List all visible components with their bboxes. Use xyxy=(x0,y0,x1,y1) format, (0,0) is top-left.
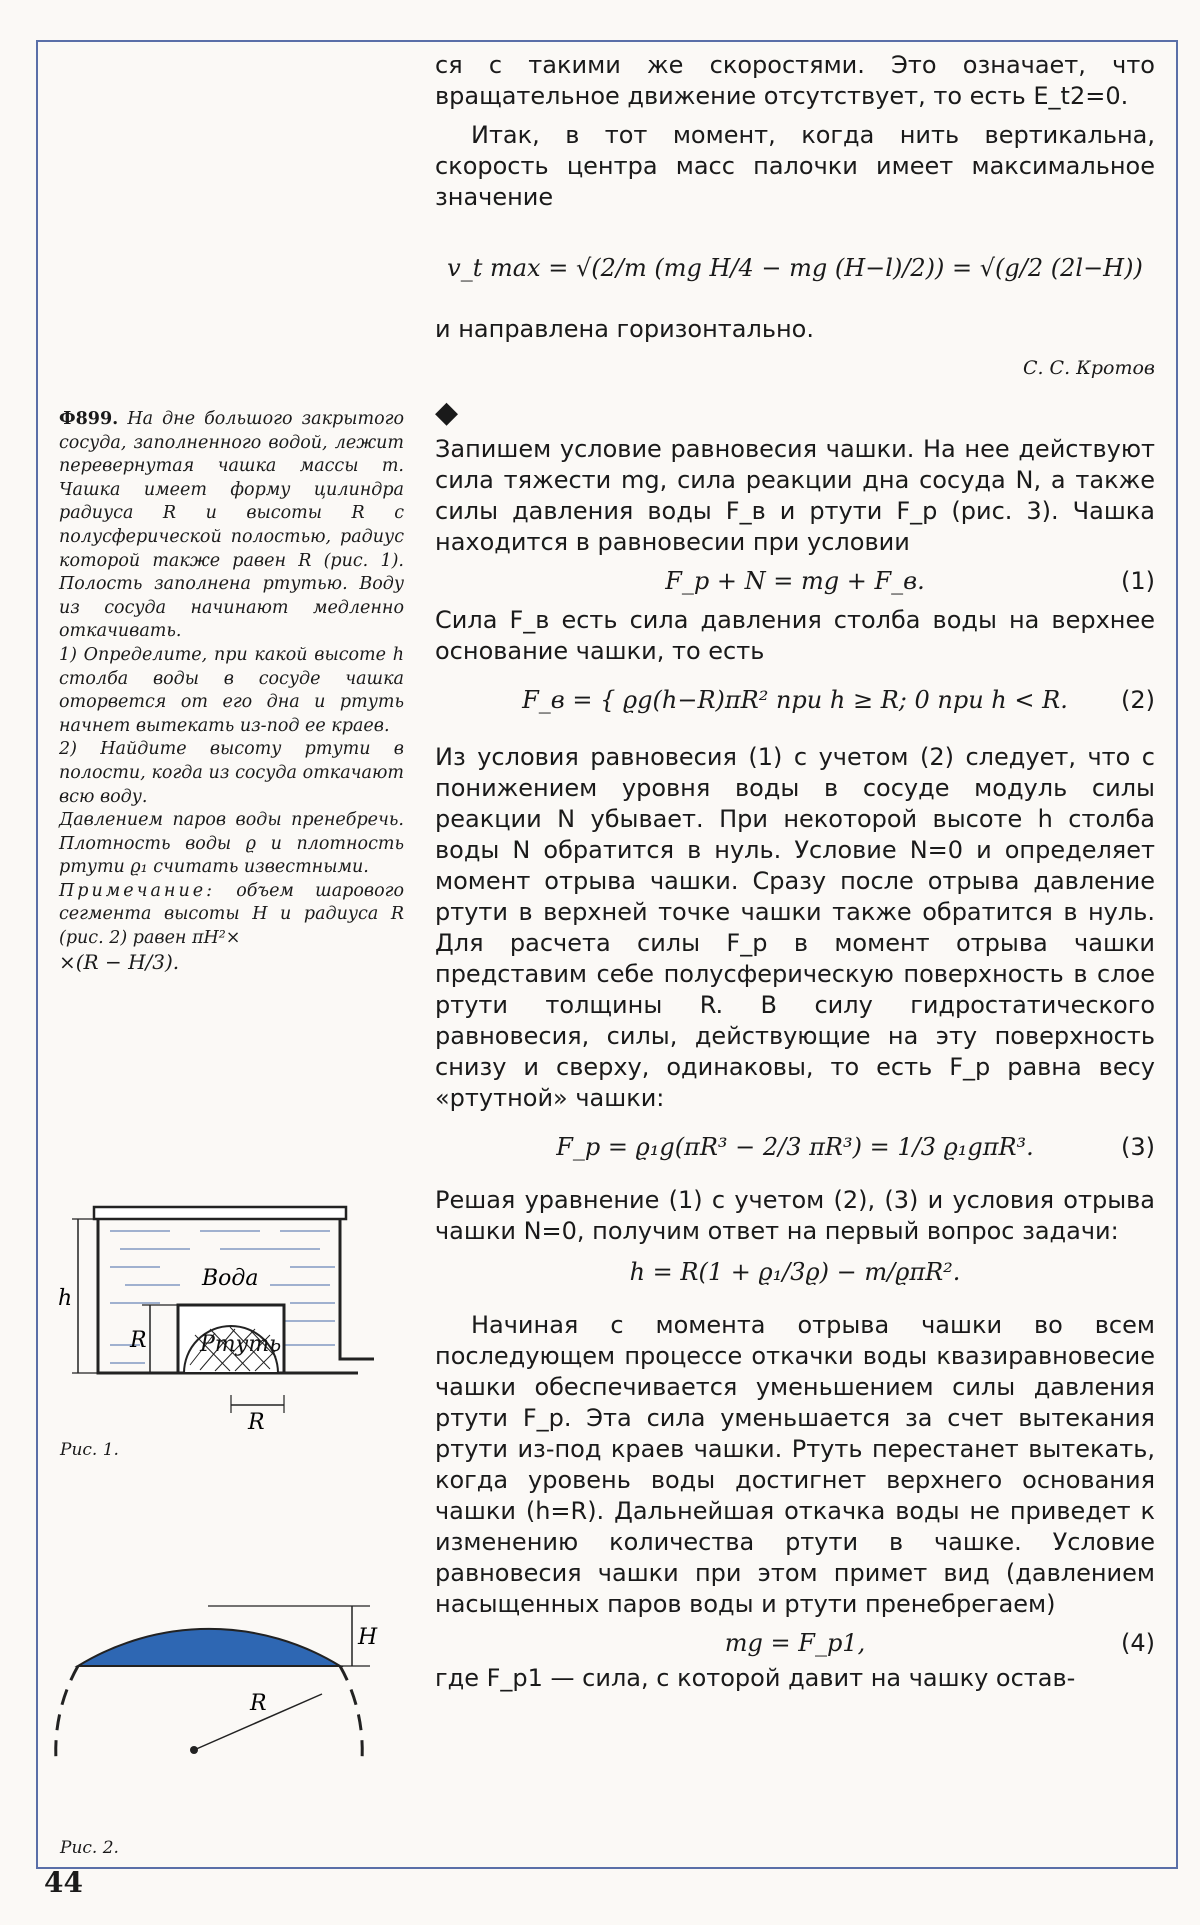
sphere-center xyxy=(190,1746,198,1754)
r-horizontal-label: R xyxy=(248,1410,265,1435)
problem-body: На дне большого закрытого сосуда, заполненного водой, лежит перевернутая чашка массы m. Чашка имеет форму цилиндра радиуса R и высоты R с полусферической полостью, радиус которой также равен R (рис. 1). Полость заполнена ртутью. Воду из сосуда начинают медленно откачивать. xyxy=(59,409,404,642)
r-vertical-label: R xyxy=(130,1328,147,1353)
page-number: 44 xyxy=(44,1866,83,1899)
solution-p3: Из условия равновесия (1) с учетом (2) следует, что с понижением уровня воды в сосуде модуль силы реакции N убывает. При некоторой высоте h столба воды N обратится в нуль. Условие N=0 и определяет момент отрыва чашки. Сразу после отрыва давление ртути в верхней точке чашки также обратится в нуль. Для расчета силы F_р в момент отрыва чашки представим себе полусферическую поверхность в слое ртути толщины R. В силу гидростатического равновесия, силы, действующие на эту поверхность снизу и сверху, одинаковы, то есть F_р равна весу «ртутной» чашки: xyxy=(435,743,1155,1112)
water-label: Вода xyxy=(202,1266,259,1291)
radius-label: R xyxy=(250,1691,267,1716)
equation-1 xyxy=(435,566,1155,597)
problem-remark xyxy=(59,880,404,951)
h-label: h xyxy=(58,1286,73,1311)
prev-solution-p1: ся с такими же скоростями. Это означает, что вращательное движение отсутствует, то есть E_t2=0. xyxy=(435,51,1155,110)
equation-4-text: mg = F_р1, xyxy=(724,1629,866,1657)
mercury-label: Ртуть xyxy=(200,1332,282,1357)
equation-3 xyxy=(435,1132,1155,1163)
vmax-formula: v_t max = √(2/m (mg H/4 − mg (H−l)/2)) = √(g/2 (2l−H)) xyxy=(447,254,1143,282)
solution-p4: Решая уравнение (1) с учетом (2), (3) и условия отрыва чашки N=0, получим ответ на первый вопрос задачи: xyxy=(435,1186,1155,1245)
remark-formula: ×(R − H/3). xyxy=(59,949,180,974)
remark-label: Примечание: xyxy=(59,880,215,901)
equation-4-number: (4) xyxy=(1121,1629,1155,1657)
solution-p1: Запишем условие равновесия чашки. На нее действуют сила тяжести mg, сила реакции дна сосуда N, а также силы давления воды F_в и ртути F_р (рис. 3). Чашка находится в равновесии при условии xyxy=(435,435,1155,556)
equation-2 xyxy=(435,685,1155,716)
right-column xyxy=(435,50,1155,1702)
h-label: H xyxy=(358,1625,378,1650)
equation-2-text: F_в = { ϱg(h−R)πR² при h ≥ R; 0 при h < R. xyxy=(522,686,1068,714)
vessel-lid xyxy=(94,1207,346,1219)
figure-1-caption: Рис. 1. xyxy=(60,1440,119,1460)
sphere-outline xyxy=(56,1666,78,1760)
equation-1-text: F_р + N = mg + F_в. xyxy=(665,567,925,595)
solution-p2: Сила F_в есть сила давления столба воды на верхнее основание чашки, то есть xyxy=(435,606,1155,665)
problem-note: Давлением паров воды пренебречь. Плотность воды ϱ и плотность ртути ϱ₁ считать известными. xyxy=(59,810,404,878)
question-2: 2) Найдите высоту ртути в полости, когда из сосуда откачают всю воду. xyxy=(59,739,404,807)
equation-1-number: (1) xyxy=(1121,567,1155,595)
remark-text: объем шарового сегмента высоты H и радиуса R (рис. 2) равен πH²× xyxy=(59,880,404,949)
equation-3-number: (3) xyxy=(1121,1133,1155,1161)
solution-p5: Начиная с момента отрыва чашки во всем последующем процессе откачки воды квазиравновесие чашки обеспечивается уменьшением силы давления ртути F_р. Эта сила уменьшается за счет вытекания ртути из-под краев чашки. Ртуть перестанет вытекать, когда уровень воды достигнет верхнего основания чашки (h=R). Дальнейшая откачка воды не приведет к изменению количества ртути в чашке. Условие равновесия чашки при этом примет вид (давлением насыщенных паров воды и ртути пренебрегаем) xyxy=(435,1311,1155,1618)
equation-2-number: (2) xyxy=(1121,686,1155,714)
question-1: 1) Определите, при какой высоте h столба воды в сосуде чашка оторвется от его дна и ртуть начнет вытекать из-под ее краев. xyxy=(59,644,404,736)
spherical-segment xyxy=(78,1629,340,1666)
figure-2 xyxy=(50,1590,390,1820)
problem-number: Ф899. xyxy=(59,409,119,429)
equation-h: h = R(1 + ϱ₁/3ϱ) − m/ϱπR². xyxy=(629,1258,961,1286)
solution-marker: ◆ xyxy=(435,395,459,430)
figure-1 xyxy=(50,1195,390,1435)
prev-solution-p3: и направлена горизонтально. xyxy=(435,315,814,343)
figure-2-caption: Рис. 2. xyxy=(60,1838,119,1858)
problem-statement xyxy=(59,408,404,974)
equation-4 xyxy=(435,1628,1155,1659)
equation-3-text: F_р = ϱ₁g(πR³ − 2/3 πR³) = 1/3 ϱ₁gπR³. xyxy=(556,1133,1034,1161)
author: С. С. Кротов xyxy=(1022,357,1155,379)
solution-p6: где F_р1 — сила, с которой давит на чашку остав- xyxy=(435,1664,1076,1692)
prev-solution-p2: Итак, в тот момент, когда нить вертикальна, скорость центра масс палочки имеет максимальное значение xyxy=(435,121,1155,211)
problem-text xyxy=(59,408,404,644)
